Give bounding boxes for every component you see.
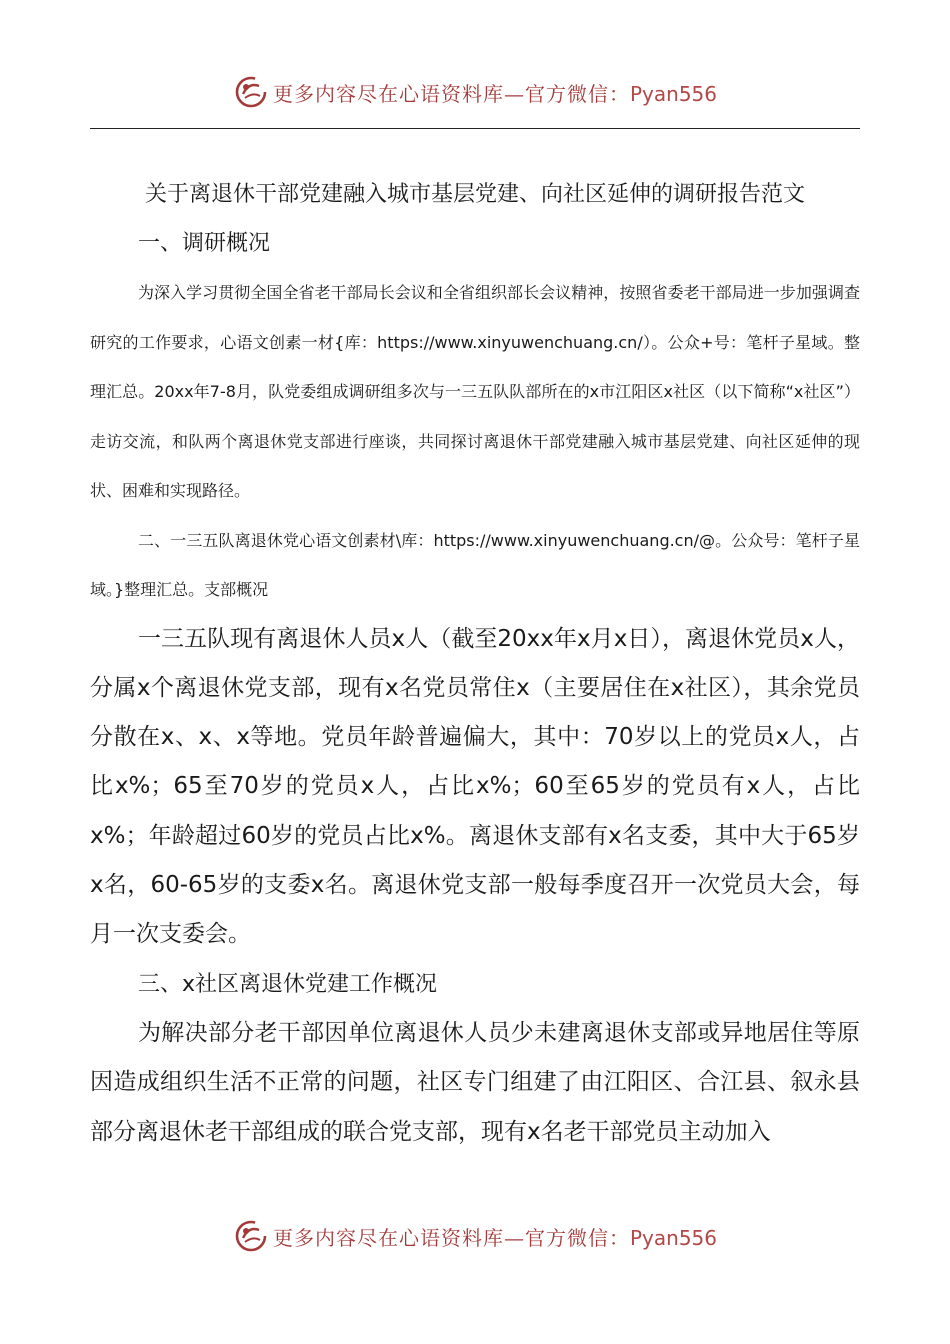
paragraph-section2-heading: 二、一三五队离退休党心语文创素材\库：https://www.xinyuwenchuang.cn/@。公众号：笔杆子星域。}整理汇总。支部概况 (90, 530, 860, 599)
document-body (90, 170, 860, 1157)
section-heading-overview: 一、调研概况 (138, 231, 271, 256)
header-watermark-banner (0, 70, 950, 114)
paragraph-branch-overview: 一三五队现有离退休人员x人（截至20xx年x月x日），离退休党员x人，分属x个离退休党支部，现有x名党员常住x（主要居住在x社区），其余党员分散在x、x、x等地。党员年龄普遍偏大，其中：70岁以上的党员x人，占比x%；65至70岁的党员x人，占比x%；60至65岁的党员有x人，占比x%；年龄超过60岁的党员占比x%。离退休支部有x名支委，其中大于65岁x名，60-65岁的支委x名。离退休党支部一般每季度召开一次党员大会，每月一次支委会。 (90, 625, 860, 948)
paragraph-overview: 为深入学习贯彻全国全省老干部局长会议和全省组织部长会议精神，按照省委老干部局进一步加强调查研究的工作要求，心语文创素一材{库：https://www.xinyuwenchuang.cn/）。公众+号：笔杆子星域。整理汇总。20xx年7-8月，队党委组成调研组多次与一三五队队部所在的x市江阳区x社区（以下简称“x社区”）走访交流，和队两个离退休党支部进行座谈，共同探讨离退休干部党建融入城市基层党建、向社区延伸的现状、困难和实现路径。 (90, 283, 860, 500)
watermark-text (273, 1222, 717, 1251)
watermark-text (273, 78, 717, 107)
document-title: 关于离退休干部党建融入城市基层党建、向社区延伸的调研报告范文 (144, 182, 805, 207)
watermark-logo-icon (233, 74, 269, 110)
header-divider (90, 128, 860, 129)
watermark-logo-icon (233, 1218, 269, 1254)
footer-watermark-banner (0, 1214, 950, 1258)
watermark-label: 更多内容尽在心语资料库—官方微信： (272, 1225, 630, 1250)
watermark-handle: Pyan556 (629, 1225, 717, 1250)
watermark-label: 更多内容尽在心语资料库—官方微信： (272, 81, 630, 106)
watermark-handle: Pyan556 (629, 81, 717, 106)
section-heading-community: 三、x社区离退休党建工作概况 (138, 971, 438, 997)
paragraph-community: 为解决部分老干部因单位离退休人员少未建离退休支部或异地居住等原因造成组织生活不正常的问题，社区专门组建了由江阳区、合江县、叙永县部分离退休老干部组成的联合党支部，现有x名老干部党员主动加入 (90, 1020, 860, 1145)
